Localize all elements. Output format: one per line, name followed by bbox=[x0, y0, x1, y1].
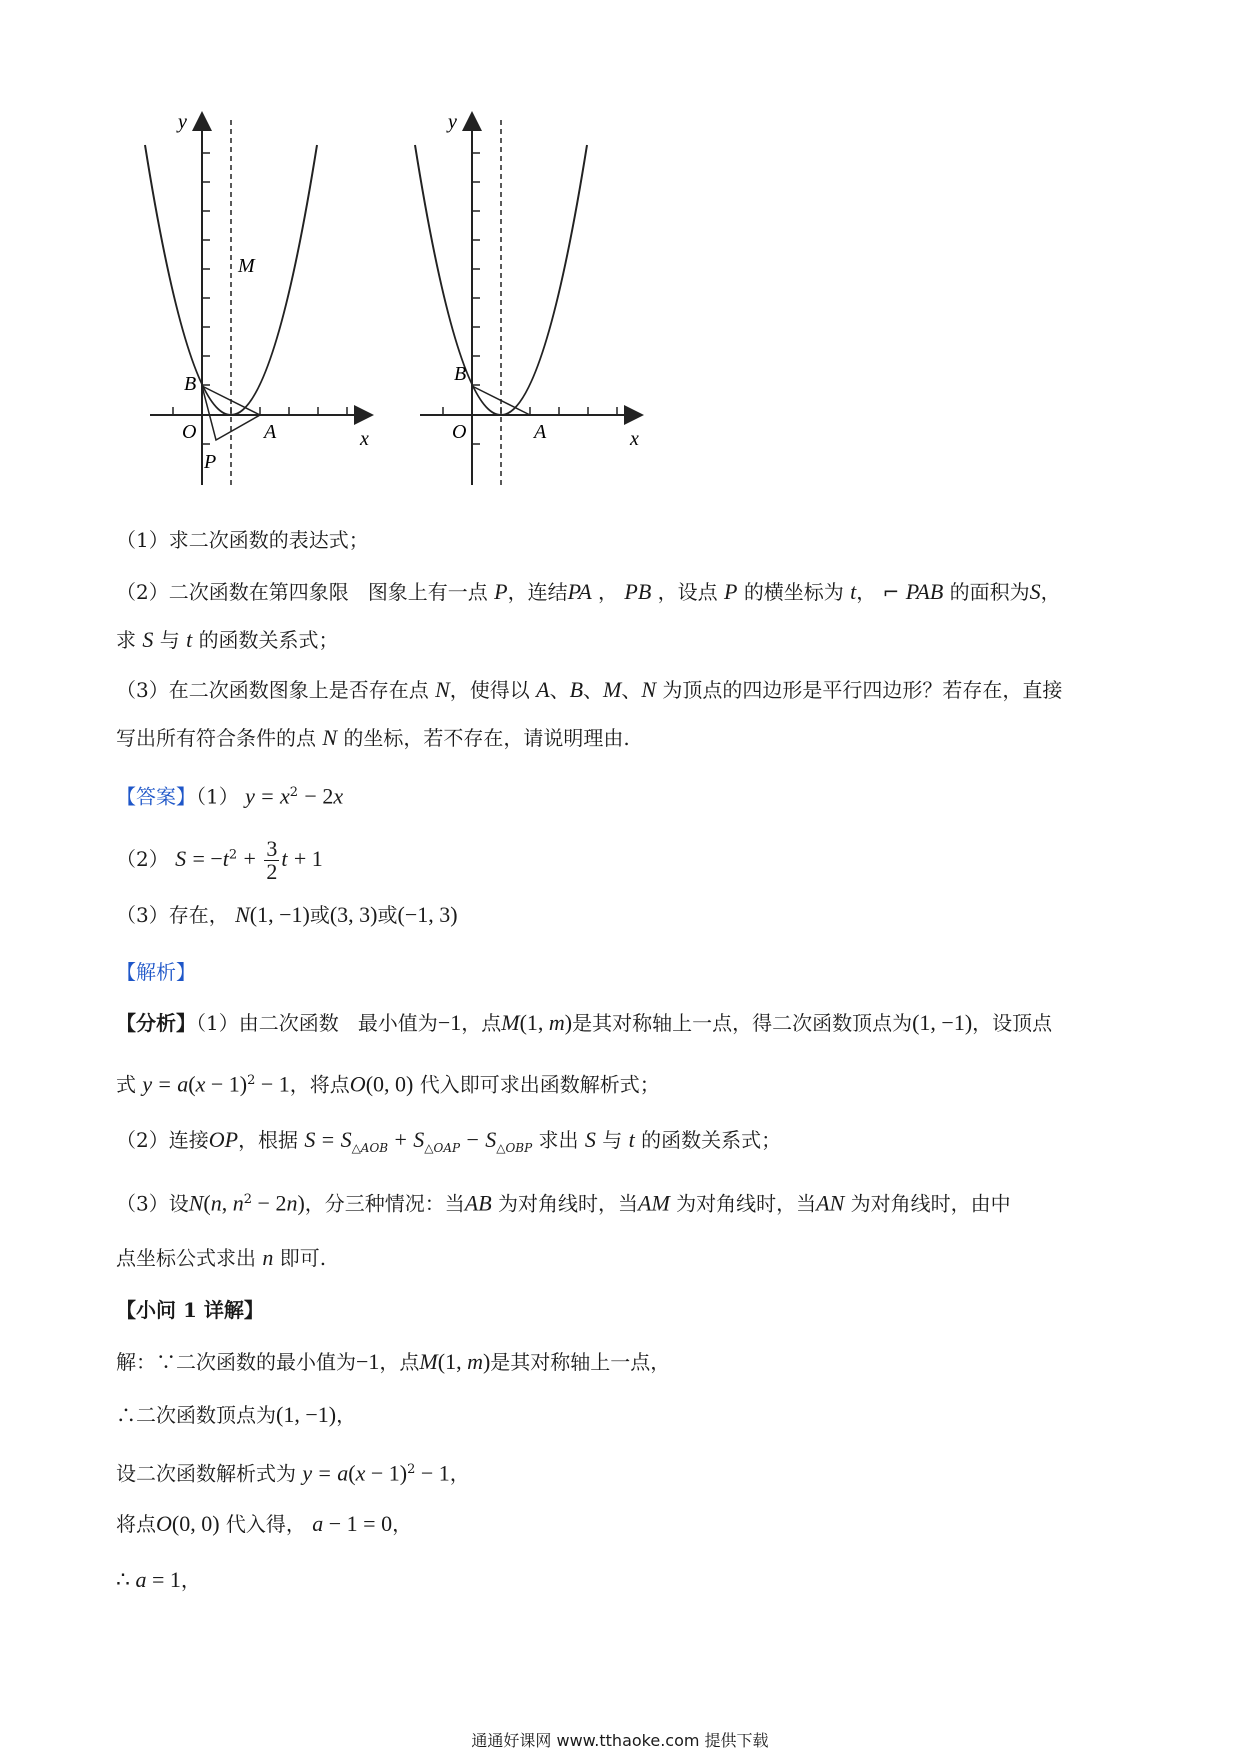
label-y: y bbox=[448, 111, 457, 133]
figure-parabola-2 bbox=[400, 100, 650, 490]
label-b: B bbox=[184, 373, 197, 395]
label-x: x bbox=[630, 428, 639, 450]
label-b: B bbox=[454, 363, 467, 385]
answer-3: （3）存在， N(1, −1)或(3, 3)或(−1, 3) bbox=[116, 902, 458, 927]
footer-source: 通通好课网 www.tthaoke.com 提供下载 bbox=[471, 1731, 769, 1750]
label-a: A bbox=[264, 421, 277, 443]
label-a: A bbox=[534, 421, 547, 443]
label-y: y bbox=[178, 111, 187, 133]
detail-line-5: ∴ a = 1， bbox=[116, 1567, 201, 1592]
question-2-line-1: （2）二次函数在第四象限 图象上有一点 P，连结PA ， PB ，设点 P 的横坐标为 t， ⌐ PAB 的面积为S， bbox=[116, 579, 1061, 604]
analysis-line-4: （3）设N(n, $n^2 - 2n$)，分三种情况：当AB 为对角线时，当AM 为对角线时，当AN 为对角线时，由中 bbox=[116, 1190, 1011, 1216]
label-o: O bbox=[182, 421, 197, 443]
detail-line-1: 解：∵二次函数的最小值为−1，点M(1, m)是其对称轴上一点， bbox=[116, 1349, 671, 1374]
analysis-line-5: 点坐标公式求出 n 即可. bbox=[116, 1245, 327, 1270]
question-3-line-1: （3）在二次函数图象上是否存在点 N，使得以 A、B、M、N 为顶点的四边形是平行四边形？若存在，直接 bbox=[116, 677, 1063, 702]
detail-line-3: 设二次函数解析式为 $y = a(x - 1)^2 - 1$， bbox=[116, 1460, 470, 1486]
analysis-tag: 【解析】 bbox=[116, 960, 196, 984]
label-o: O bbox=[452, 421, 467, 443]
answer-2: （2） $S = -t^2$ + $\frac{3}{2}$ t + 1 bbox=[116, 836, 323, 884]
label-m: M bbox=[238, 255, 255, 277]
analysis-line-3: （2）连接OP，根据 $S = S_{\triangle AOB} + S_{\triangle OAP} - S_{\triangle OBP}$ 求出 S 与 t 的函数关系式； bbox=[116, 1127, 782, 1155]
detail-line-2: ∴二次函数顶点为(1, −1)， bbox=[116, 1402, 357, 1427]
analysis-line-1: 【分析】（1）由二次函数 最小值为−1，点M(1, m)是其对称轴上一点，得二次函数顶点为(1, −1)，设顶点 bbox=[116, 1010, 1053, 1035]
figure-parabola-1 bbox=[130, 100, 380, 490]
analysis-line-2: 式 $y = a(x - 1)^2 - 1$，将点O(0, 0) 代入即可求出函数解析式； bbox=[116, 1071, 660, 1097]
detail-tag: 【小问 1 详解】 bbox=[116, 1298, 264, 1322]
question-3-line-2: 写出所有符合条件的点 N 的坐标，若不存在，请说明理由. bbox=[116, 725, 630, 750]
question-2-line-2: 求 S 与 t 的函数关系式； bbox=[116, 627, 339, 652]
answer-1: 【答案】（1） $y = x^2 - 2x$ bbox=[116, 783, 344, 809]
label-x: x bbox=[360, 428, 369, 450]
fraction-3-2: $\frac{3}{2}$ bbox=[266, 836, 278, 884]
label-p: P bbox=[204, 451, 217, 473]
detail-line-4: 将点O(0, 0) 代入得， a − 1 = 0， bbox=[116, 1511, 413, 1536]
question-1: （1）求二次函数的表达式； bbox=[116, 528, 369, 552]
